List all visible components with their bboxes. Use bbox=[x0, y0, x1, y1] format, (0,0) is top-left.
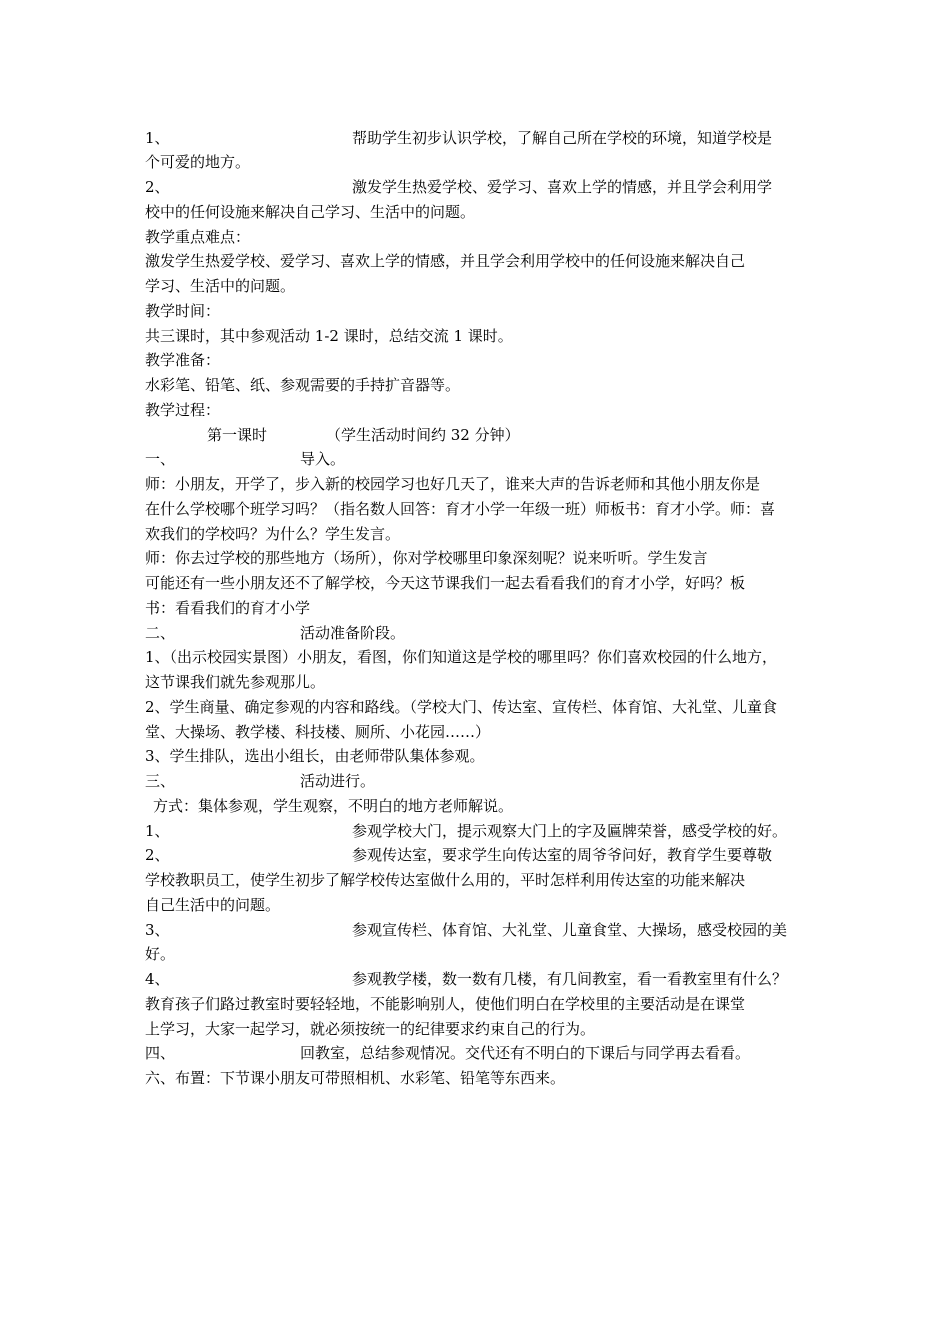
step-1-heading bbox=[145, 447, 346, 472]
step-3-heading bbox=[145, 769, 376, 794]
visit-3-text: 参观宣传栏、体育馆、大礼堂、儿童食堂、大操场，感受校园的美 bbox=[352, 921, 788, 939]
step-4-heading bbox=[145, 1041, 751, 1066]
section-heading-preparation: 教学准备： bbox=[145, 351, 221, 369]
time-text: 共三课时，其中参观活动 1-2 课时，总结交流 1 课时。 bbox=[145, 327, 513, 345]
visit-2-text: 参观传达室，要求学生向传达室的周爷爷问好，教育学生要尊敬 bbox=[352, 846, 773, 864]
lesson-heading bbox=[207, 423, 520, 448]
paragraph: 欢我们的学校吗？为什么？学生发言。 bbox=[145, 525, 401, 543]
lesson-duration: （学生活动时间约 32 分钟） bbox=[326, 426, 520, 444]
paragraph: 自己生活中的问题。 bbox=[145, 896, 281, 914]
list-number: 2、 bbox=[145, 846, 170, 864]
visit-4 bbox=[145, 967, 788, 992]
key-points-text: 激发学生热爱学校、爱学习、喜欢上学的情感，并且学会利用学校中的任何设施来解决自己 bbox=[145, 252, 746, 270]
paragraph: 在什么学校哪个班学习吗？（指名数人回答：育才小学一年级一班）师板书：育才小学。师：喜 bbox=[145, 500, 776, 518]
visit-3 bbox=[145, 918, 788, 943]
step-2-heading bbox=[145, 621, 406, 646]
list-number: 二、 bbox=[145, 624, 176, 642]
visit-1-text: 参观学校大门，提示观察大门上的字及匾牌荣誉，感受学校的好。 bbox=[352, 822, 788, 840]
paragraph: 3、学生排队，选出小组长，由老师带队集体参观。 bbox=[145, 747, 485, 765]
list-number: 一、 bbox=[145, 450, 176, 468]
section-heading-key-points: 教学重点难点： bbox=[145, 228, 251, 246]
paragraph: 堂、大操场、教学楼、科技楼、厕所、小花园……） bbox=[145, 723, 491, 741]
step-3-title: 活动进行。 bbox=[300, 772, 376, 790]
list-number: 2、 bbox=[145, 178, 170, 196]
visit-2 bbox=[145, 843, 773, 868]
preparation-text: 水彩笔、铅笔、纸、参观需要的手持扩音器等。 bbox=[145, 376, 461, 394]
section-heading-time: 教学时间： bbox=[145, 302, 221, 320]
paragraph: 学校教职员工，使学生初步了解学校传达室做什么用的，平时怎样利用传达室的功能来解决 bbox=[145, 871, 746, 889]
paragraph: 师：小朋友，开学了，步入新的校园学习也好几天了，谁来大声的告诉老师和其他小朋友你是 bbox=[145, 475, 761, 493]
objective-2 bbox=[145, 175, 773, 200]
visit-1 bbox=[145, 819, 788, 844]
step-2-title: 活动准备阶段。 bbox=[300, 624, 406, 642]
step-1-title: 导入。 bbox=[300, 450, 346, 468]
paragraph: 师：你去过学校的那些地方（场所），你对学校哪里印象深刻呢？说来听听。学生发言 bbox=[145, 549, 708, 567]
section-heading-process: 教学过程： bbox=[145, 401, 221, 419]
list-number: 1、 bbox=[145, 822, 170, 840]
paragraph: 书：看看我们的育才小学 bbox=[145, 599, 311, 617]
objective-1 bbox=[145, 126, 773, 151]
objective-1-cont: 个可爱的地方。 bbox=[145, 153, 251, 171]
objective-2-text: 激发学生热爱学校、爱学习、喜欢上学的情感，并且学会利用学 bbox=[352, 178, 773, 196]
lesson-title: 第一课时 bbox=[207, 426, 268, 444]
paragraph: 好。 bbox=[145, 945, 176, 963]
paragraph: 上学习，大家一起学习，就必须按统一的纪律要求约束自己的行为。 bbox=[145, 1020, 596, 1038]
list-number: 1、 bbox=[145, 129, 170, 147]
key-points-text-cont: 学习、生活中的问题。 bbox=[145, 277, 296, 295]
list-number: 四、 bbox=[145, 1044, 176, 1062]
list-number: 3、 bbox=[145, 921, 170, 939]
objective-2-cont: 校中的任何设施来解决自己学习、生活中的问题。 bbox=[145, 203, 476, 221]
list-number: 三、 bbox=[145, 772, 176, 790]
visit-4-text: 参观教学楼，数一数有几楼，有几间教室，看一看教室里有什么？ bbox=[352, 970, 788, 988]
paragraph: 可能还有一些小朋友还不了解学校，今天这节课我们一起去看看我们的育才小学，好吗？板 bbox=[145, 574, 746, 592]
paragraph: 这节课我们就先参观那儿。 bbox=[145, 673, 326, 691]
step-4-text: 回教室，总结参观情况。交代还有不明白的下课后与同学再去看看。 bbox=[300, 1044, 751, 1062]
objective-1-text: 帮助学生初步认识学校，了解自己所在学校的环境，知道学校是 bbox=[352, 129, 773, 147]
list-number: 4、 bbox=[145, 970, 170, 988]
paragraph: 教育孩子们路过教室时要轻轻地，不能影响别人，使他们明白在学校里的主要活动是在课堂 bbox=[145, 995, 746, 1013]
paragraph: 方式：集体参观，学生观察，不明白的地方老师解说。 bbox=[153, 797, 514, 815]
homework-text: 六、布置：下节课小朋友可带照相机、水彩笔、铅笔等东西来。 bbox=[145, 1069, 566, 1087]
paragraph: 1、（出示校园实景图）小朋友，看图，你们知道这是学校的哪里吗？你们喜欢校园的什么地方， bbox=[145, 648, 778, 666]
paragraph: 2、学生商量、确定参观的内容和路线。（学校大门、传达室、宣传栏、体育馆、大礼堂、儿童食 bbox=[145, 698, 778, 716]
